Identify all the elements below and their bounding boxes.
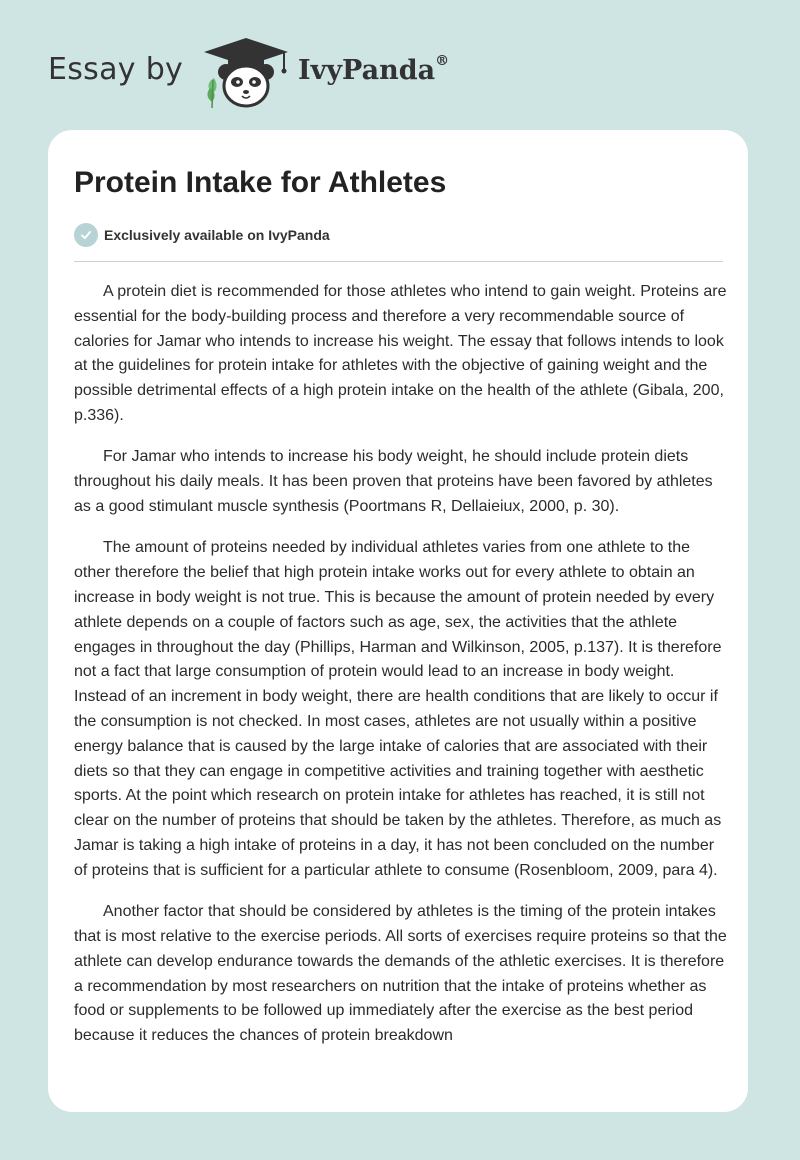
exclusive-badge (74, 222, 330, 248)
essay-card (48, 130, 748, 1112)
paragraph: The amount of proteins needed by individual athletes varies from one athlete to the other therefore the belief that high protein intake works out for every athlete to obtain an increase in body weight is not true. This is because the amount of protein needed by every athlete depends on a couple of factors such as age, sex, the activities that the athlete engages in throughout the day (Phillips, Harman and Wilkinson, 2005, p.137). It is therefore not a fact that large consumption of protein would lead to an increase in body weight. Instead of an increment in body weight, there are health conditions that are likely to occur if the consumption is not checked. In most cases, athletes are not usually within a positive energy balance that is caused by the large intake of calories that are associated with their diets so that they can engage in competitive activities and training together with aesthetic sports. At the point which research on protein intake for athletes has reached, it is still not clear on the number of proteins that should be taken by the athletes. Therefore, as much as Jamar is taking a high intake of proteins in a day, it has not been concluded on the number of proteins that is sufficient for a particular athlete to consume (Rosenbloom, 2009, para 4). (74, 539, 722, 879)
brand-name-text: IvyPanda (298, 55, 436, 86)
check-circle-icon (74, 223, 98, 247)
panda-graduate-icon[interactable] (198, 36, 294, 110)
paragraph: Another factor that should be considered by athletes is the timing of the protein intakes that is most relative to the exercise periods. All sorts of exercises require proteins so that the athlete can develop endurance towards the demands of the athletic exercises. It is therefore a recommendation by most researchers on nutrition that the intake of proteins whether as food or supplements to be followed up immediately after the exercise as the best period because it reduces the chances of protein breakdown (74, 903, 727, 1045)
divider (74, 261, 723, 262)
page-title: Protein Intake for Athletes (74, 166, 447, 199)
registered-mark: ® (435, 53, 450, 69)
site-header (0, 0, 800, 130)
exclusive-badge-text: Exclusively available on IvyPanda (104, 227, 330, 243)
essay-by-label: Essay by (48, 52, 184, 87)
paragraph: A protein diet is recommended for those athletes who intend to gain weight. Proteins are essential for the body-building process and therefore a very recommendable source of calories for Jamar who intends to increase his weight. The essay that follows intends to look at the guidelines for protein intake for athletes with the objective of gaining weight and the possible detrimental effects of a high protein intake on the health of the athlete (Gibala, 200, p.336). (74, 283, 727, 424)
paragraph: For Jamar who intends to increase his body weight, he should include protein diets throughout his daily meals. It has been proven that proteins have been favored by athletes as a good stimulant muscle synthesis (Poortmans R, Dellaieiux, 2000, p. 30). (74, 448, 713, 515)
essay-body (74, 280, 730, 1065)
brand-name[interactable] (298, 55, 449, 86)
